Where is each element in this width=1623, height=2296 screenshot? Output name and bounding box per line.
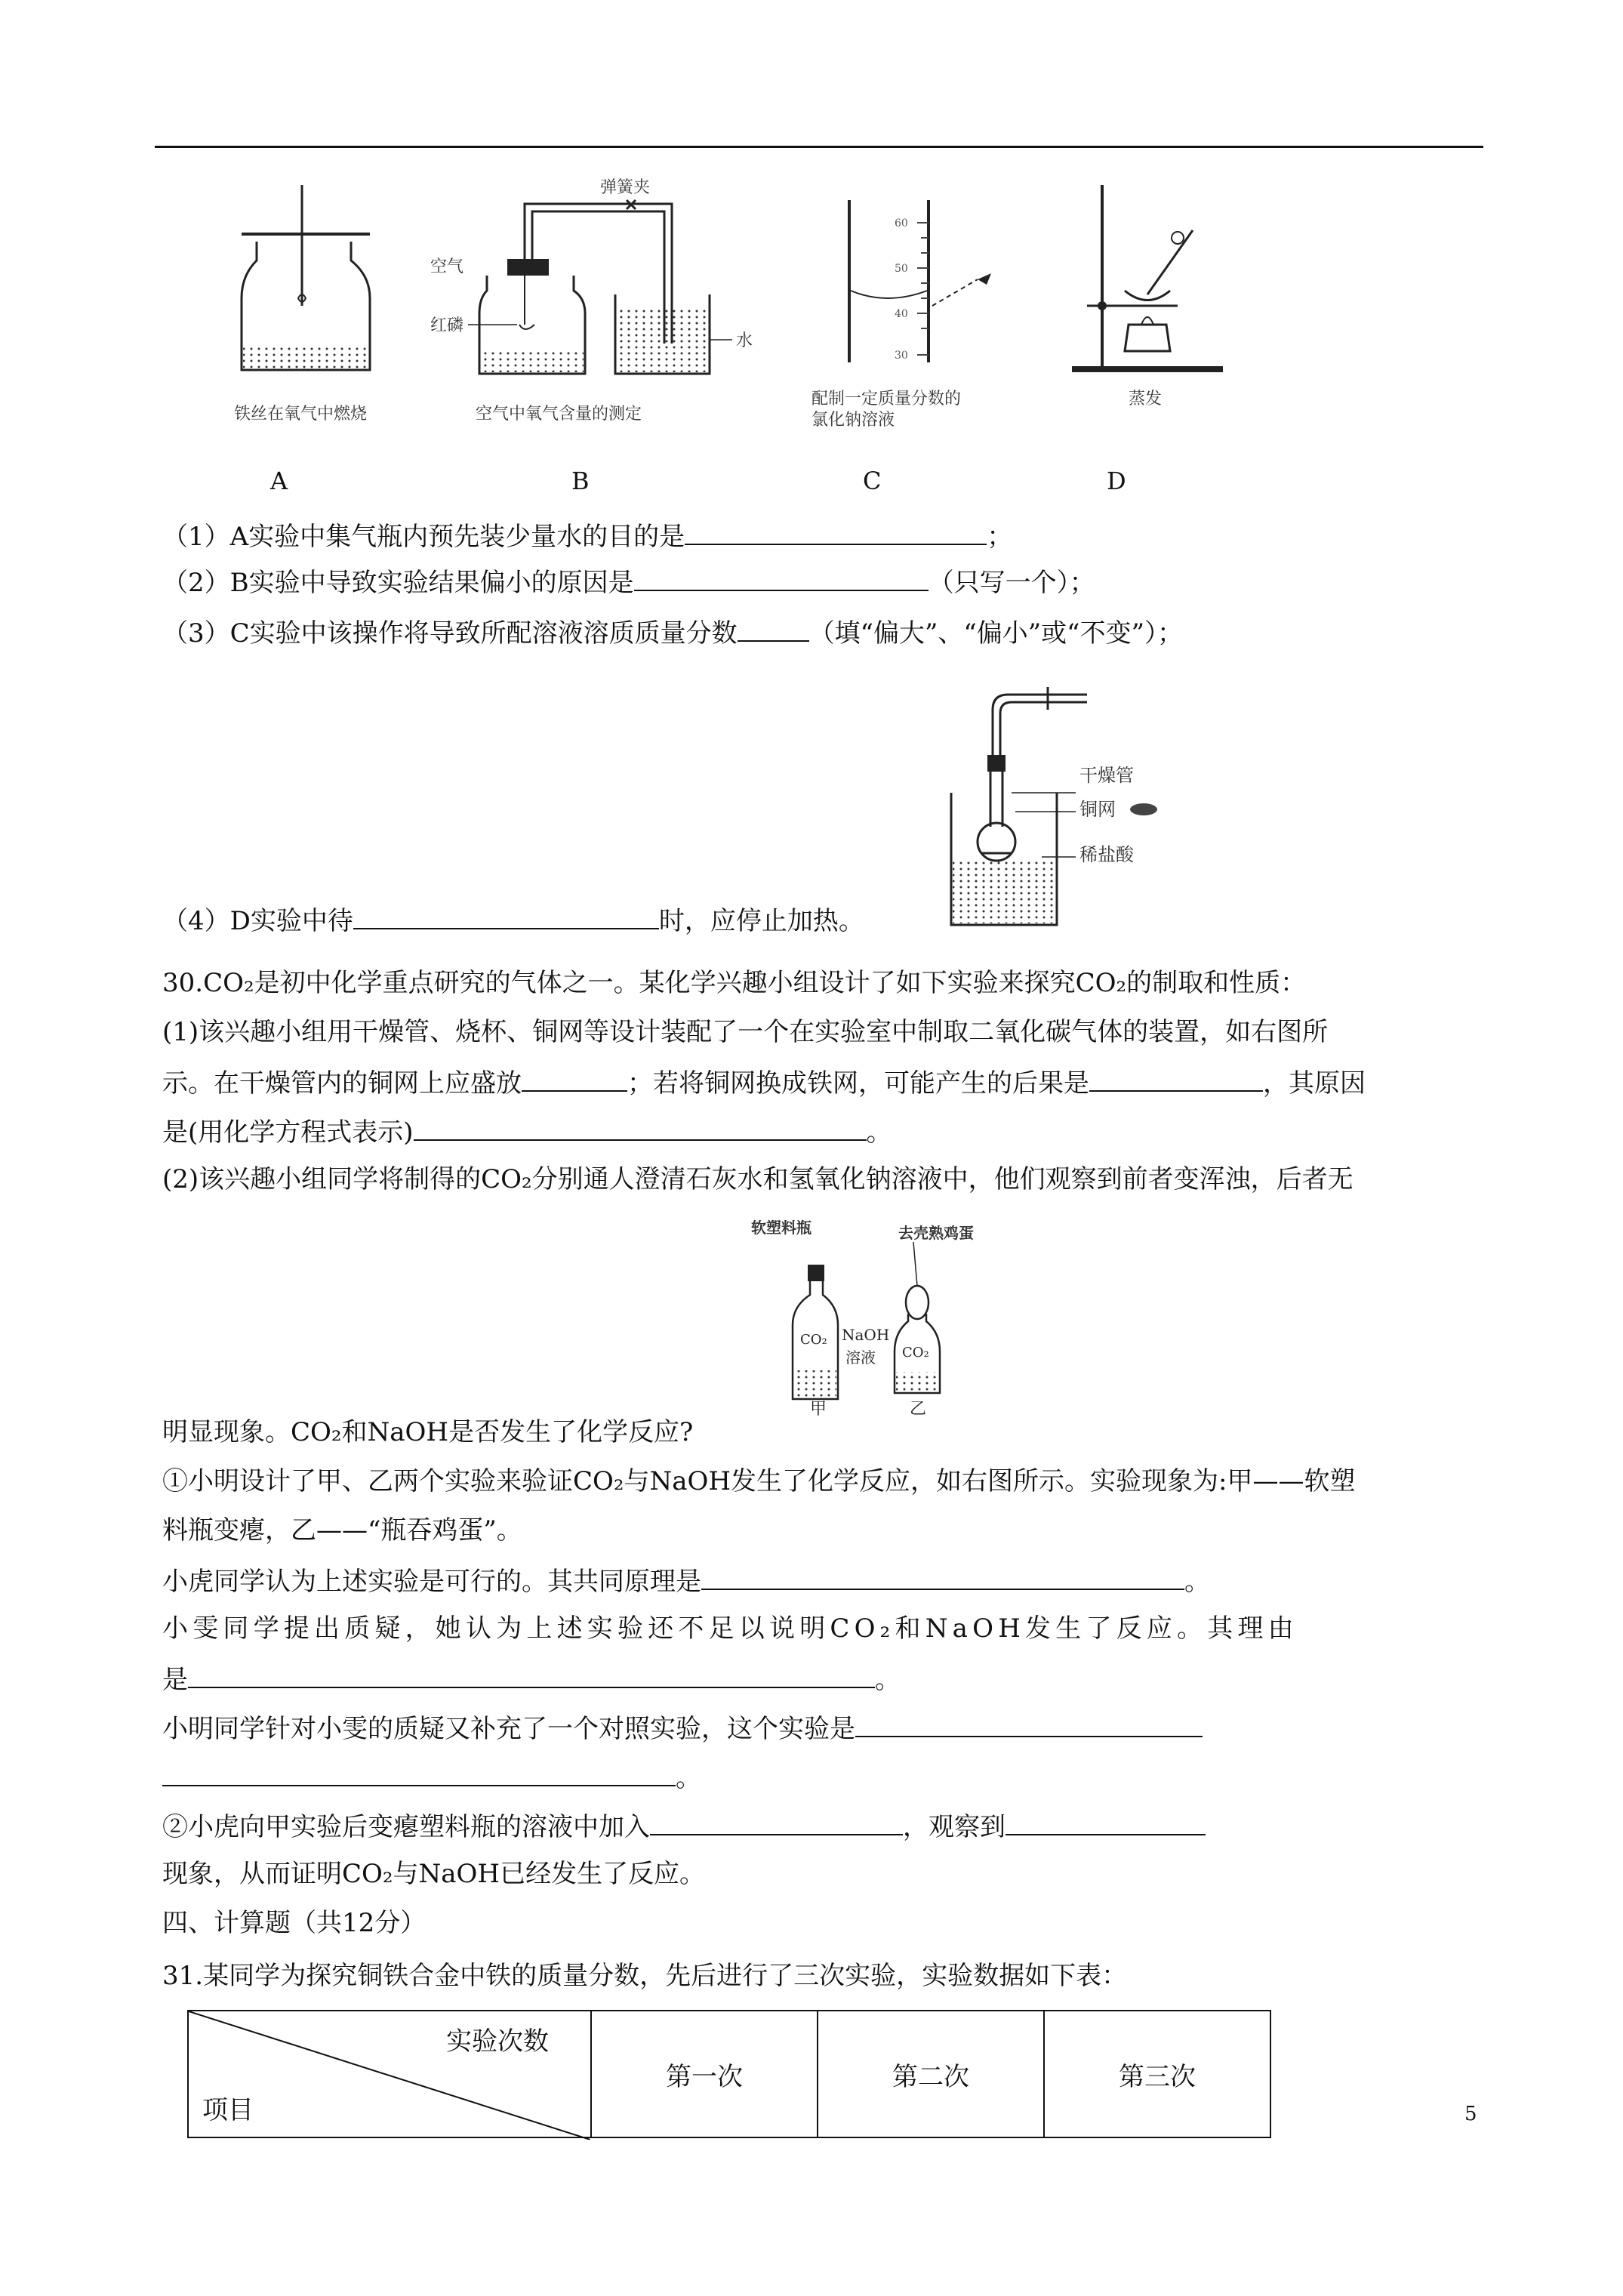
answer-blank-q30-observe[interactable] (1006, 1807, 1206, 1835)
q30-s1-line3: 是(用化学方程式表示) 。 (162, 1112, 892, 1151)
q30-c1-line2: 料瓶变瘪，乙——“瓶吞鸡蛋”。 (162, 1515, 522, 1546)
answer-blank-q30-reason[interactable] (188, 1660, 875, 1688)
table-corner-top: 实验次数 (446, 2026, 549, 2057)
copper-mesh-label: 铜网 (1079, 799, 1116, 820)
figure-d-evaporation (1057, 177, 1238, 434)
answer-blank-q30-control-2[interactable] (162, 1758, 676, 1786)
figure-d-caption: 蒸发 (1129, 390, 1163, 408)
co2-yi-label: CO₂ (902, 1345, 929, 1361)
figure-a-iron-burning (219, 177, 385, 434)
figure-label-b: B (571, 467, 590, 495)
section-4-title: 四、计算题（共12分） (162, 1908, 427, 1938)
q30-c2-line1: ②小虎向甲实验后变瘪塑料瓶的溶液中加入 ，观察到 (162, 1807, 1206, 1845)
soft-bottle-label: 软塑料瓶 (751, 1219, 812, 1237)
table-corner-bottom: 项目 (202, 2095, 254, 2125)
drying-tube-label: 干燥管 (1079, 765, 1134, 786)
answer-blank-q29-1[interactable] (685, 516, 987, 545)
q30-s1-line1: (1)该兴趣小组用干燥管、烧杯、铜网等设计装配了一个在实验室中制取二氧化碳气体的装置，如右图所 (162, 1017, 1329, 1047)
page-number: 5 (1464, 2103, 1477, 2125)
q30-c1-line4: 小雯同学提出质疑，她认为上述实验还不足以说明CO₂和NaOH发生了反应。其理由 (162, 1613, 1298, 1644)
table-col-3: 第三次 (1044, 2011, 1270, 2137)
naoh-label: NaOH (842, 1326, 890, 1344)
tick-30: 30 (895, 350, 908, 362)
answer-blank-q30-consequence[interactable] (1089, 1063, 1263, 1092)
answer-blank-q29-2[interactable] (634, 562, 929, 591)
figure-bottles-jia-yi (744, 1212, 993, 1419)
answer-blank-q30-reagent-add[interactable] (650, 1807, 903, 1835)
figure-drying-tube (906, 680, 1193, 936)
figure-b-caption: 空气中氧气含量的测定 (476, 405, 642, 424)
q30-c1-line3: 小虎同学认为上述实验是可行的。其共同原理是 。 (162, 1561, 1210, 1600)
q31-text: 31.某同学为探究铜铁合金中铁的质量分数，先后进行了三次实验，实验数据如下表： (162, 1961, 1128, 1991)
answer-blank-q30-reagent[interactable] (522, 1063, 627, 1092)
red-phosphorus-label: 红磷 (430, 316, 464, 335)
q29-part3: （3）C实验中该操作将导致所配溶液溶质质量分数 （填“偏大”、“偏小”或“不变”）； (162, 613, 1183, 652)
spring-clip-label: 弹簧夹 (600, 178, 651, 197)
dilute-acid-label: 稀盐酸 (1079, 844, 1134, 865)
egg-label: 去壳熟鸡蛋 (898, 1224, 974, 1242)
figure-label-d: D (1107, 467, 1126, 495)
q29-part4: （4）D实验中待 时，应停止加热。 (162, 901, 864, 939)
q30-s1-line2: 示。在干燥管内的铜网上应盛放 ；若将铜网换成铁网，可能产生的后果是 ，其原因 (162, 1063, 1366, 1102)
figure-c-caption-2: 氯化钠溶液 (812, 411, 895, 430)
figure-c-cylinder-reading (789, 177, 1038, 434)
answer-blank-q29-3[interactable] (738, 613, 809, 642)
figure-label-c: C (863, 467, 882, 495)
answer-blank-q30-equation[interactable] (414, 1112, 867, 1141)
water-label: 水 (736, 331, 753, 350)
table-header-row (188, 2011, 1270, 2137)
answer-blank-q29-4[interactable] (353, 901, 659, 929)
tick-60: 60 (895, 217, 908, 230)
solution-label: 溶液 (845, 1348, 876, 1367)
tick-40: 40 (895, 308, 908, 320)
figure-a-caption: 铁丝在氧气中燃烧 (234, 405, 368, 424)
q30-c1-line7: 。 (162, 1758, 701, 1796)
q30-s2-line1: (2)该兴趣小组同学将制得的CO₂分别通人澄清石灰水和氢氧化钠溶液中，他们观察到前者变浑浊，后者无 (162, 1164, 1354, 1194)
q29-part1: （1）A实验中集气瓶内预先装少量水的目的是 ； (162, 516, 1012, 555)
table-corner-cell (188, 2011, 591, 2137)
table-col-2: 第二次 (818, 2011, 1044, 2137)
answer-blank-q30-control-1[interactable] (855, 1709, 1203, 1737)
figure-c-caption-1: 配制一定质量分数的 (812, 390, 962, 408)
co2-jia-label: CO₂ (800, 1332, 827, 1348)
figure-label-a: A (270, 467, 288, 495)
jia-label: 甲 (810, 1400, 827, 1419)
header-rule (155, 146, 1483, 148)
q30-intro: 30.CO₂是初中化学重点研究的气体之一。某化学兴趣小组设计了如下实验来探究CO₂的制取和性质： (162, 968, 1307, 998)
table-col-1: 第一次 (591, 2011, 818, 2137)
q30-c1-line1: ①小明设计了甲、乙两个实验来验证CO₂与NaOH发生了化学反应，如右图所示。实验现象为:甲——软塑 (162, 1466, 1356, 1496)
q30-c1-line5: 是 。 (162, 1660, 901, 1698)
figure-b-oxygen-measure (423, 170, 785, 434)
q30-c2-line2: 现象，从而证明CO₂与NaOH已经发生了反应。 (162, 1859, 706, 1889)
air-label: 空气 (430, 257, 464, 276)
q29-part2: （2）B实验中导致实验结果偏小的原因是 （只写一个）； (162, 562, 1095, 601)
tick-50: 50 (895, 263, 908, 275)
q30-c1-line6: 小明同学针对小雯的质疑又补充了一个对照实验，这个实验是 (162, 1709, 1203, 1747)
q30-s2-line2: 明显现象。CO₂和NaOH是否发生了化学反应? (162, 1417, 694, 1447)
experiment-table (187, 2010, 1271, 2138)
answer-blank-q30-principle[interactable] (701, 1561, 1184, 1590)
yi-label: 乙 (910, 1400, 927, 1419)
